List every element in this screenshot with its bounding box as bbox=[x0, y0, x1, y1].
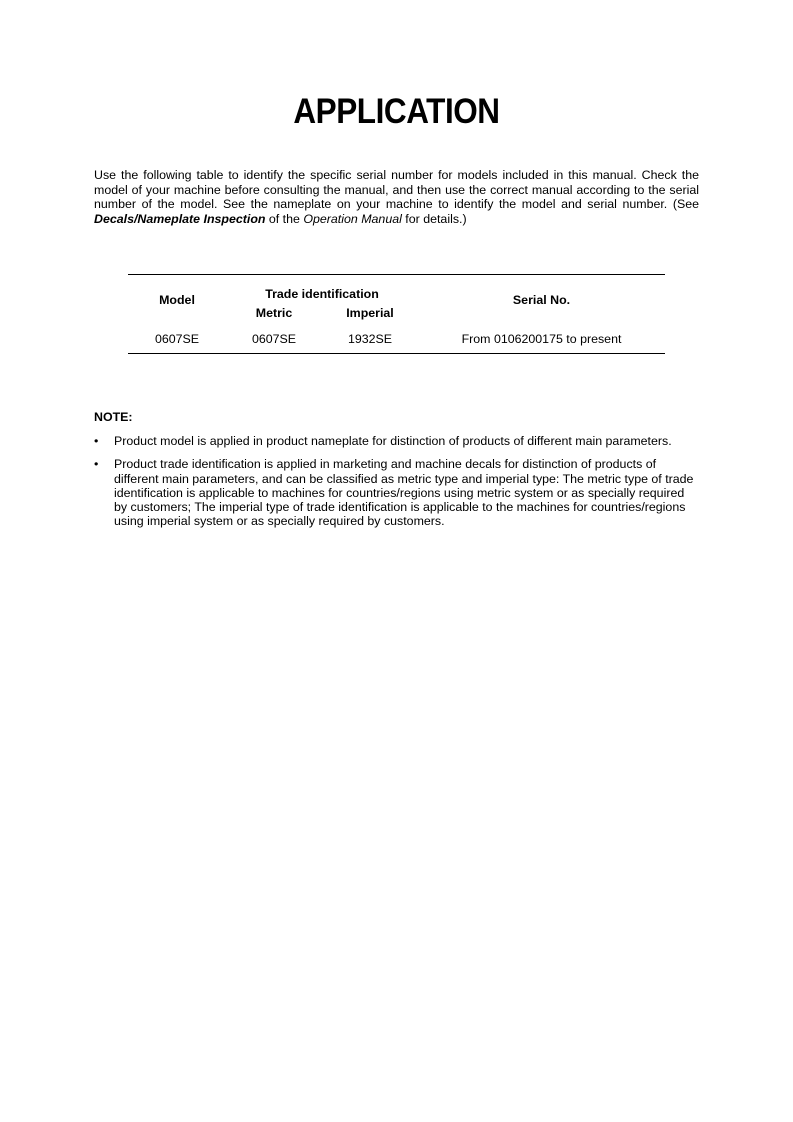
list-item bbox=[94, 434, 699, 448]
note-item-text: Product trade identification is applied in marketing and machine decals for distinction of products of different main parameters, and can be classified as metric type and imperial type: The metric type of trade identification is applicable to machines for countries/regions using metric system or as specially required by customers; The imperial type of trade identification is applicable to the machines for countries/regions using imperial system or as specially required by customers. bbox=[114, 457, 694, 529]
operation-manual-reference: Operation Manual bbox=[303, 211, 402, 226]
note-label: NOTE: bbox=[94, 410, 133, 424]
note-list bbox=[94, 434, 699, 538]
decals-nameplate-reference: Decals/Nameplate Inspection bbox=[94, 211, 266, 226]
page-title: APPLICATION bbox=[293, 92, 500, 131]
cell-serial: From 0106200175 to present bbox=[461, 332, 622, 346]
list-item bbox=[94, 457, 699, 528]
note-item-text: Product model is applied in product nameplate for distinction of products of different main parameters. bbox=[114, 434, 672, 448]
intro-text-after: for details.) bbox=[401, 211, 467, 226]
header-metric: Metric bbox=[255, 306, 293, 320]
cell-metric: 0607SE bbox=[251, 332, 297, 346]
bullet-icon: • bbox=[94, 434, 99, 448]
intro-text-before: Use the following table to identify the specific serial number for models included in this manual. Check the model of your machine before consulting the manual, and then use the correct manual according to the serial number of the model. See the nameplate on your machine to identify the model and serial number. (See bbox=[94, 168, 699, 212]
bullet-icon: • bbox=[94, 457, 99, 472]
header-imperial: Imperial bbox=[346, 306, 394, 320]
table-header-row bbox=[128, 275, 665, 302]
header-serial-no: Serial No. bbox=[512, 293, 571, 307]
cell-imperial: 1932SE bbox=[347, 332, 393, 346]
cell-model: 0607SE bbox=[154, 332, 200, 346]
intro-paragraph bbox=[94, 168, 699, 226]
serial-number-table bbox=[128, 274, 665, 354]
intro-text-middle: of the bbox=[265, 211, 304, 226]
header-trade-identification: Trade identification bbox=[265, 287, 379, 301]
header-model: Model bbox=[159, 293, 195, 307]
table-row bbox=[128, 325, 665, 354]
